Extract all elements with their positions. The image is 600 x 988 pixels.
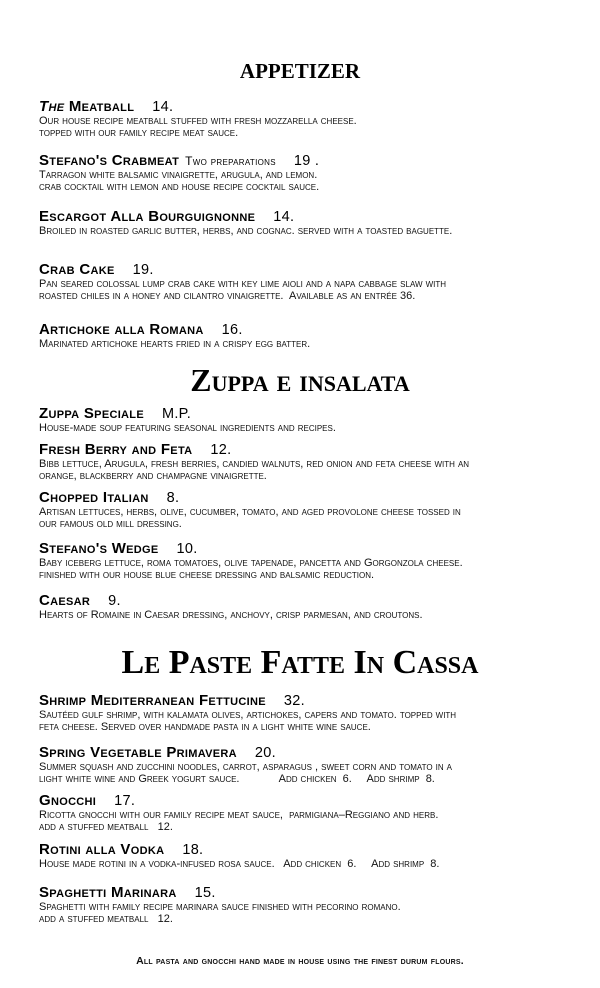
menu-item-title: Zuppa Speciale (39, 405, 144, 422)
menu-item-description: crab cocktail with lemon and house recipe cocktail sauce. (39, 181, 320, 193)
menu-item (39, 842, 579, 870)
section-heading-paste: Le Paste Fatte In Cassa (121, 644, 479, 681)
menu-item-price: 32. (283, 693, 305, 709)
menu-item (39, 593, 579, 621)
menu-item-title: Spaghetti Marinara (39, 884, 177, 901)
menu-item-title: Crab Cake (39, 261, 115, 278)
menu-item-description: Sautéed gulf shrimp, with kalamata olives, artichokes, capers and tomato. topped with (39, 709, 457, 721)
menu-item-title: Artichoke alla Romana (39, 321, 204, 338)
menu-item (39, 490, 579, 530)
menu-item-price: 14. (152, 99, 174, 115)
menu-item-price: 9. (108, 593, 121, 609)
menu-item-name (39, 442, 579, 458)
menu-item-description: orange, blackberry and champagne vinaigrette. (39, 470, 267, 482)
menu-item-description: topped with our family recipe meat sauce. (39, 127, 239, 139)
menu-item-price: 12. (210, 442, 232, 458)
menu-item-description: Baby iceberg lettuce, roma tomatoes, olive tapenade, pancetta and Gorgonzola cheese. (39, 557, 463, 569)
menu-item-price: 19 . (293, 153, 320, 169)
menu-item-name (39, 262, 579, 278)
menu-item (39, 693, 579, 733)
menu-item-name (39, 693, 579, 709)
menu-item-name (39, 490, 579, 506)
menu-item-title: Spring Vegetable Primavera (39, 744, 237, 761)
menu-item-description: Hearts of Romaine in Caesar dressing, anchovy, crisp parmesan, and croutons. (39, 609, 423, 621)
menu-item-title: Chopped Italian (39, 489, 149, 506)
menu-item-name (39, 406, 579, 422)
footer-note: All pasta and gnocchi hand made in house using the finest durum flours. (136, 955, 464, 967)
menu-item-price: 15. (194, 885, 216, 901)
menu-item-price: 19. (132, 262, 154, 278)
menu-item-title: Fresh Berry and Feta (39, 441, 193, 458)
menu-item-description: Tarragon white balsamic vinaigrette, arugula, and lemon. (39, 169, 318, 181)
menu-item (39, 745, 579, 785)
menu-item-description: our famous old mill dressing. (39, 518, 182, 530)
menu-item-description: finished with our house blue cheese dressing and balsamic reduction. (39, 569, 375, 581)
menu-item-description: light white wine and Greek yogurt sauce. Add chicken 6. Add shrimp 8. (39, 773, 435, 785)
menu-item-title: Caesar (39, 592, 91, 609)
menu-item (39, 541, 579, 581)
menu-item-name (39, 153, 579, 169)
menu-item-name (39, 745, 579, 761)
menu-item-name (39, 842, 579, 858)
menu-item-title: Shrimp Mediterranean Fettucine (39, 692, 266, 709)
menu-item-title: Stefano's Crabmeat (39, 152, 180, 169)
menu-item-name (39, 541, 579, 557)
menu-item-price: 14. (273, 209, 295, 225)
menu-item-description: Bibb lettuce, Arugula, fresh berries, candied walnuts, red onion and feta cheese with an (39, 458, 470, 470)
menu-item-price: 17. (114, 793, 136, 809)
menu-item-title: Rotini alla Vodka (39, 841, 165, 858)
menu-item-description: add a stuffed meatball 12. (39, 821, 173, 833)
menu-item-description: roasted chiles in a honey and cilantro vinaigrette. Available as an entrée 36. (39, 290, 416, 302)
menu-item (39, 885, 579, 925)
menu-item-note: Two preparations (185, 154, 276, 168)
menu-item (39, 262, 579, 302)
menu-item-name (39, 99, 579, 115)
menu-item (39, 153, 579, 193)
menu-item-name (39, 793, 579, 809)
menu-item (39, 406, 579, 434)
menu-item-name (39, 593, 579, 609)
menu-item-price: M.P. (161, 406, 192, 422)
menu-item (39, 209, 579, 237)
section-heading-appetizer: appetizer (239, 52, 361, 85)
menu-item-description: Artisan lettuces, herbs, olive, cucumber, tomato, and aged provolone cheese tossed in (39, 506, 461, 518)
menu-item (39, 442, 579, 482)
menu-item-price: 18. (182, 842, 204, 858)
menu-item-title: Escargot Alla Bourguignonne (39, 208, 256, 225)
menu-item-name (39, 209, 579, 225)
menu-item-description: feta cheese. Served over handmade pasta in a light white wine sauce. (39, 721, 371, 733)
menu-item-description: Broiled in roasted garlic butter, herbs, and cognac. served with a toasted baguette. (39, 225, 453, 237)
menu-item (39, 99, 579, 139)
menu-item-price: 16. (221, 322, 243, 338)
menu-item-name-prefix: The (39, 98, 65, 115)
section-heading-zuppa: Zuppa e insalata (190, 362, 410, 398)
menu-item-price: 20. (254, 745, 276, 761)
menu-item-price: 8. (166, 490, 180, 506)
menu-item-title: Gnocchi (39, 792, 97, 809)
menu-item-description: Marinated artichoke hearts fried in a crispy egg batter. (39, 338, 311, 350)
menu-item-description: add a stuffed meatball 12. (39, 913, 173, 925)
menu-item-name (39, 885, 579, 901)
menu-item-name (39, 322, 579, 338)
menu-item-description: Our house recipe meatball stuffed with fresh mozzarella cheese. (39, 115, 357, 127)
menu-item-description: Ricotta gnocchi with our family recipe meat sauce, parmigiana–Reggiano and herb. (39, 809, 439, 821)
menu-item-price: 10. (176, 541, 198, 557)
menu-item-title: Stefano's Wedge (39, 540, 159, 557)
menu-item-description: House made rotini in a vodka-infused rosa sauce. Add chicken 6. Add shrimp 8. (39, 858, 440, 870)
menu-item-description: Summer squash and zucchini noodles, carrot, asparagus , sweet corn and tomato in a (39, 761, 453, 773)
menu-item-description: Pan seared colossal lump crab cake with key lime aioli and a napa cabbage slaw with (39, 278, 447, 290)
menu-item-title: Meatball (68, 98, 135, 115)
menu-item-description: House-made soup featuring seasonal ingredients and recipes. (39, 422, 336, 434)
menu-item (39, 322, 579, 350)
menu-item (39, 793, 579, 833)
menu-item-description: Spaghetti with family recipe marinara sauce finished with pecorino romano. (39, 901, 401, 913)
